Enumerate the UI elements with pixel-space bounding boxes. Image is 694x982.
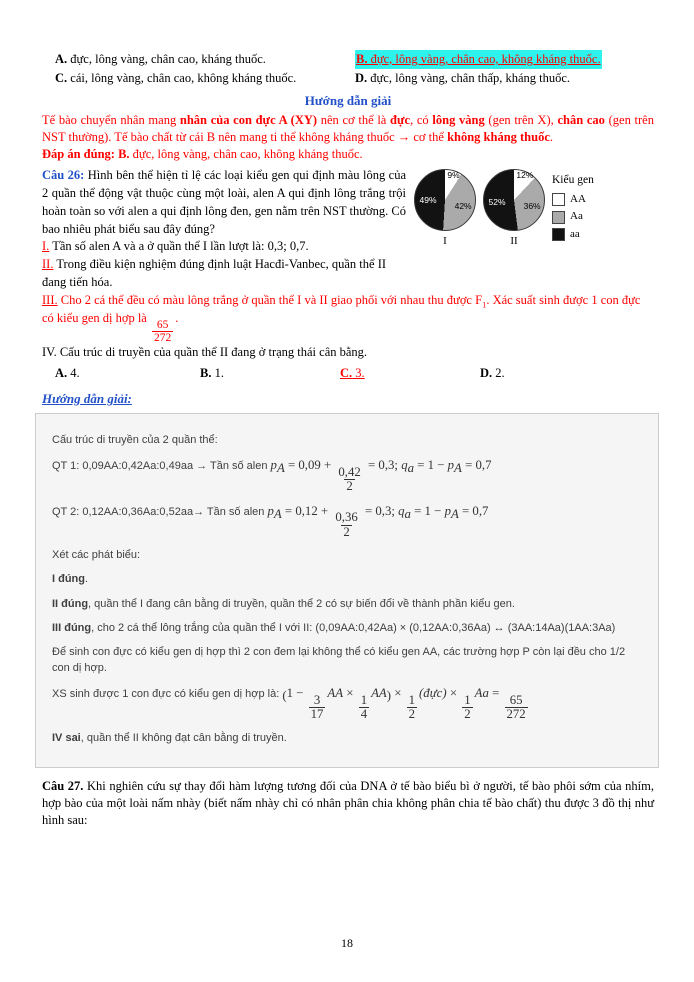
option-b-highlighted: B. đực, lông vàng, chân cao, không kháng thuốc.	[355, 50, 602, 69]
q26-intro: Câu 26: Hình bên thể hiện tỉ lệ các loại kiểu gen qui định màu lông của 2 quần thể động vật thuộc cùng một loài, alen A qui định lông trắng trội hoàn toàn so với alen a qui định lông đen, gen nằm trên NST thường. Có bao nhiêu phát biểu sau đây đúng?	[42, 168, 406, 236]
pie-legend	[552, 169, 594, 249]
solution-line-6: II đúng, quần thể I đang cân bằng di truyền, quần thể 2 có sự biến đổi về thành phần kiểu gen.	[52, 597, 515, 610]
legend-item	[552, 192, 594, 207]
pie-slice-label: 9%	[447, 169, 460, 180]
q26-option-b: B. 1.	[200, 365, 224, 380]
solution-line-4: Xét các phát biểu:	[52, 548, 141, 561]
legend-items	[552, 192, 594, 242]
question-26	[42, 167, 654, 382]
page-number: 18	[341, 936, 353, 951]
q26-statement-4: IV. Cấu trúc di truyền của quần thể II đang ở trạng thái cân bằng.	[42, 345, 368, 360]
pie-column-1	[414, 169, 476, 249]
solution-line-10: IV sai, quần thể II không đạt cân bằng di truyền.	[52, 731, 287, 744]
legend-swatch	[552, 228, 565, 241]
solution-box	[35, 413, 659, 768]
legend-label: Aa	[570, 210, 583, 223]
solution-heading: Hướng dẫn giải	[304, 92, 392, 108]
option-c: C. cái, lông vàng, chân cao, không kháng thuốc.	[55, 71, 297, 86]
answer-options-row-1	[42, 50, 654, 69]
legend-label: AA	[570, 193, 586, 206]
correct-answer-line: Đáp án đúng: B. đực, lông vàng, chân cao, không kháng thuốc.	[42, 147, 363, 162]
solution-line-1: Cấu trúc di truyền của 2 quần thể:	[52, 434, 218, 447]
pie-slice-label: 12%	[516, 170, 534, 181]
pie-slice-label: 36%	[523, 201, 541, 212]
q26-statement-3: III. Cho 2 cá thể đều có màu lông trắng ở quần thể I và II giao phối với nhau thu được $F_1$. Xác suất sinh được 1 con đực có kiểu gen dị hợp là $\frac{65}{272}$ .	[42, 292, 641, 345]
option-d: D. đực, lông vàng, chân thấp, kháng thuốc.	[355, 71, 571, 86]
solution-line-5: I đúng.	[52, 573, 89, 586]
q26-statement-2: II. Trong điều kiện nghiệm đúng định luật Hacđi-Vanbec, quần thể II đang tiến hóa.	[42, 257, 387, 289]
pie-slice-label: 52%	[488, 196, 506, 207]
pie-column-2	[483, 169, 545, 249]
solution-line-7: III đúng, cho 2 cá thể lông trắng của quần thể I với II: (0,09AA:0,42Aa) × (0,12AA:0,36Aa) ↔ (3AA:14Aa)(1AA:3Aa)	[52, 622, 616, 635]
explanation-paragraph: Tế bào chuyển nhân mang nhân của con đực A (XY) nên cơ thể là đực, có lông vàng (gen trên X), chân cao (gen trên NST thường). Tế bào chất từ cái B nên mang ti thể không kháng thuốc → cơ thể không kháng thuốc.	[42, 112, 654, 144]
q26-option-a: A. 4.	[55, 365, 80, 380]
option-a: A. đực, lông vàng, chân cao, kháng thuốc.	[55, 52, 266, 66]
pie-caption-1: I	[443, 235, 447, 248]
pie-slice-label: 42%	[454, 201, 472, 212]
answer-options-row-2	[42, 69, 654, 88]
pie-chart-population-2	[483, 169, 545, 231]
solution-line-9: XS sinh được 1 con đực có kiểu gen dị hợp là: (1 − $\frac{3}{17}$ AA × $\frac{1}{4}$ AA) × $\frac{1}{2}$ (đực) × $\frac{1}{2}$ Aa = $\frac{65}{272}$	[52, 686, 526, 722]
legend-swatch	[552, 193, 565, 206]
legend-swatch	[552, 211, 565, 224]
solution-line-3: QT 2: 0,12AA:0,36Aa:0,52aa→ Tần số alen $p_A = 0,12$ + $\frac{0,36}{2}$ = 0,3; $q_a = 1 - p_A = 0,7$	[52, 503, 489, 539]
solution-line-8: Để sinh con đực có kiểu gen dị hợp thì 2 con đem lại không thể có kiểu gen AA, các trường hợp P còn lại đều cho 1/2 con dị hợp.	[52, 646, 626, 674]
legend-title: Kiểu gen	[552, 174, 594, 187]
pie-slice-label: 49%	[419, 195, 437, 205]
q26-statement-1: I. Tần số alen A và a ở quần thể I lần lượt là: 0,3; 0,7.	[42, 239, 309, 254]
question-27: Câu 27. Khi nghiên cứu sự thay đổi hàm lượng tương đối của DNA ở tế bào biểu bì ở người, tế bào phôi sớm của nhím, hợp bào của một loài nấm nhày (biết nấm nhày chỉ có nhân phân chia không phân chia tế bào chất) thu được 3 đồ thị như hình sau:	[42, 778, 654, 828]
pie-caption-2: II	[510, 235, 518, 248]
q26-option-c-correct: C. 3.	[340, 365, 365, 380]
q26-answer-row	[42, 365, 654, 382]
legend-item	[552, 227, 594, 242]
pie-chart-population-1	[414, 169, 476, 231]
q26-option-d: D. 2.	[480, 365, 505, 380]
solution-line-2: QT 1: 0,09AA:0,42Aa:0,49aa → Tần số alen $p_A = 0,09$ + $\frac{0,42}{2}$ = 0,3; $q_a = 1 - p_A = 0,7$	[52, 458, 492, 494]
q26-figure	[414, 169, 654, 249]
legend-item	[552, 209, 594, 224]
legend-label: aa	[570, 227, 580, 240]
solution-heading-2: Hướng dẫn giải:	[42, 391, 132, 407]
